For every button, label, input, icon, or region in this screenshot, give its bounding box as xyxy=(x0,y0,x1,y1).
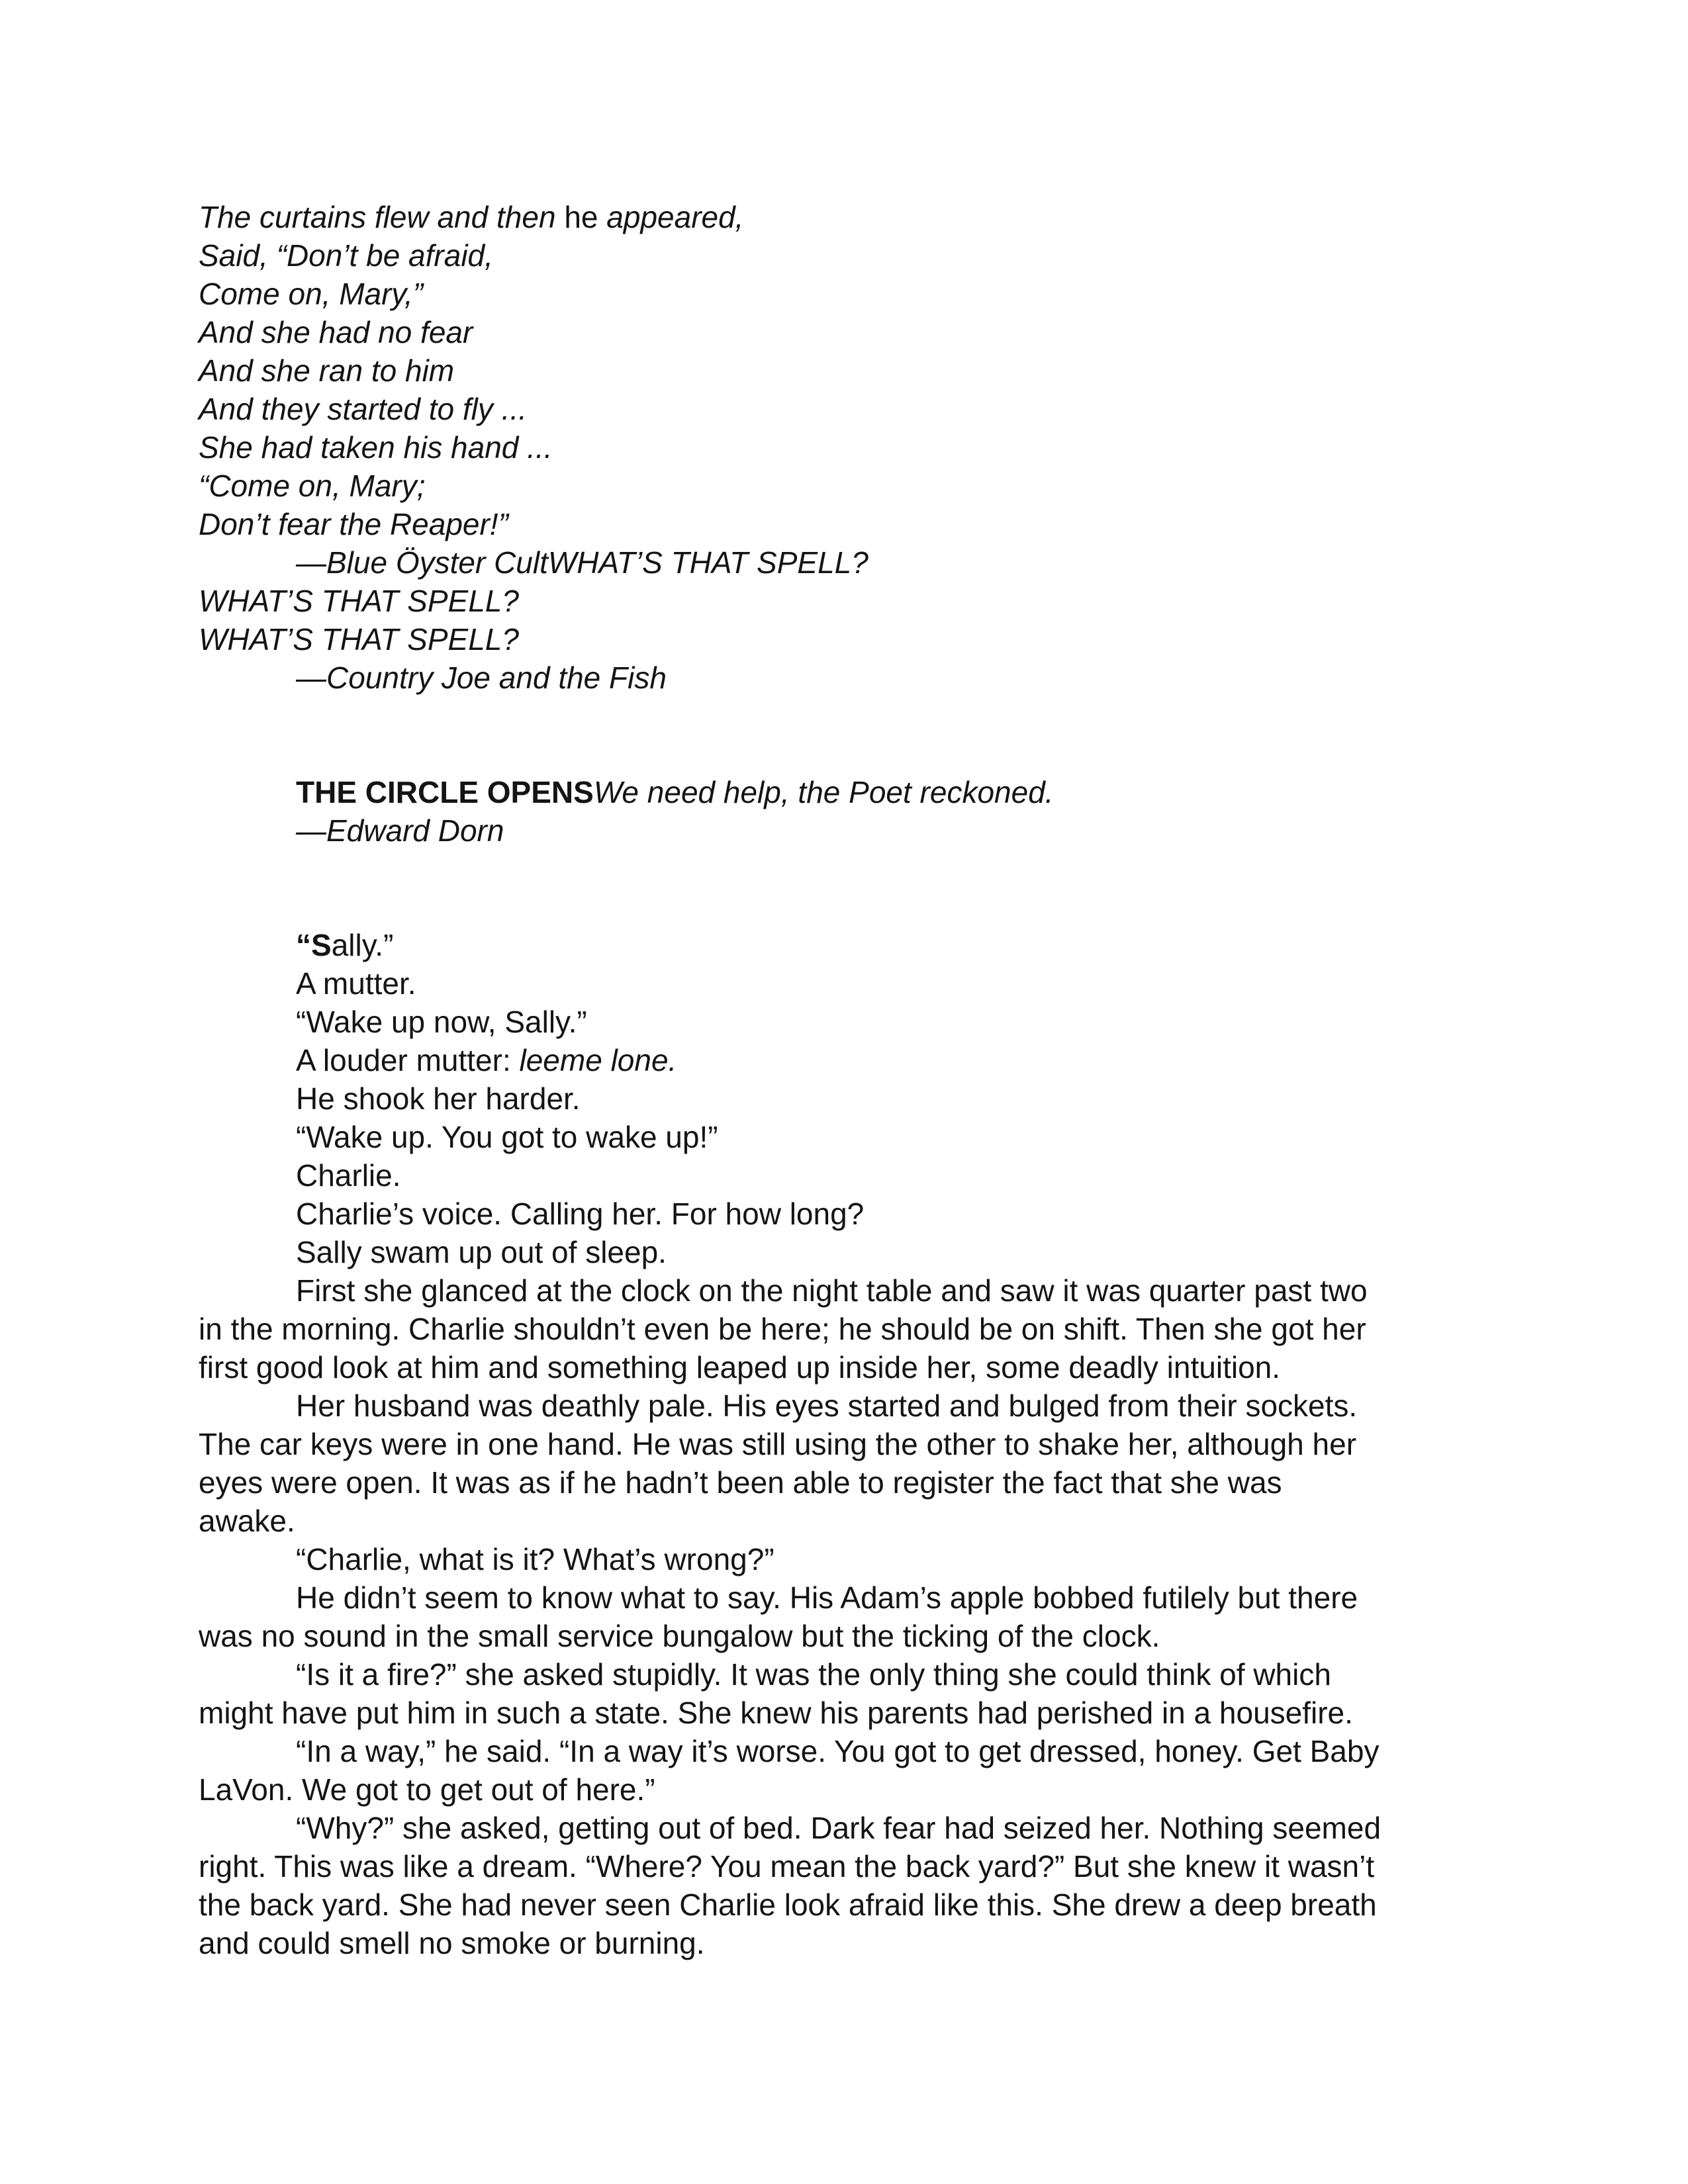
paragraph-line: “Charlie, what is it? What’s wrong?” xyxy=(296,1542,774,1576)
epigraph-line: WHAT’S THAT SPELL? xyxy=(199,584,519,618)
paragraph-line: “In a way,” he said. “In a way it’s worse. You got to get dressed, honey. Get Baby xyxy=(296,1734,1380,1768)
epigraph-attribution: —Blue Öyster CultWHAT’S THAT SPELL? xyxy=(296,545,868,580)
paragraph-line: the back yard. She had never seen Charlie look afraid like this. She drew a deep breath xyxy=(199,1888,1377,1922)
epigraph-attribution: —Country Joe and the Fish xyxy=(296,660,667,695)
paragraph-line: first good look at him and something leaped up inside her, some deadly intuition. xyxy=(199,1350,1281,1385)
chapter-heading xyxy=(296,773,1054,811)
paragraph-line: He didn’t seem to know what to say. His Adam’s apple bobbed futilely but there xyxy=(296,1580,1358,1615)
paragraph-line: LaVon. We got to get out of here.” xyxy=(199,1772,655,1807)
body-line: Charlie’s voice. Calling her. For how long? xyxy=(296,1197,865,1231)
paragraph-line: and could smell no smoke or burning. xyxy=(199,1926,705,1960)
epigraph-line: She had taken his hand ... xyxy=(199,430,553,465)
body-line: “Wake up. You got to wake up!” xyxy=(296,1120,718,1154)
body-line: Charlie. xyxy=(296,1158,401,1193)
epigraph-line: And she had no fear xyxy=(199,315,473,349)
epigraph-line: WHAT’S THAT SPELL? xyxy=(199,622,519,657)
paragraph-line: “Is it a fire?” she asked stupidly. It was the only thing she could think of which xyxy=(296,1657,1331,1692)
paragraph-line: was no sound in the small service bungalow but the ticking of the clock. xyxy=(199,1619,1160,1653)
opening-line: “Sally.” xyxy=(296,928,394,962)
epigraph-line: And they started to fly ... xyxy=(199,392,528,426)
paragraph-line: The car keys were in one hand. He was still using the other to shake her, although her xyxy=(199,1427,1357,1461)
chapter-attribution: —Edward Dorn xyxy=(296,813,504,848)
chapter-epigraph: We need help, the Poet reckoned. xyxy=(593,775,1054,809)
body-line: “Wake up now, Sally.” xyxy=(296,1005,587,1039)
epigraph-line: And she ran to him xyxy=(199,353,455,388)
body-line: A louder mutter: leeme lone. xyxy=(296,1043,677,1077)
epigraph-line: “Come on, Mary; xyxy=(199,469,426,503)
epigraph-line: The curtains flew and then he appeared, xyxy=(199,200,744,234)
epigraph-line: Come on, Mary,” xyxy=(199,277,424,311)
paragraph-line: in the morning. Charlie shouldn’t even be here; he should be on shift. Then she got her xyxy=(199,1312,1366,1346)
paragraph-line: right. This was like a dream. “Where? You mean the back yard?” But she knew it wasn’t xyxy=(199,1849,1375,1884)
paragraph-line: might have put him in such a state. She knew his parents had perished in a housefire. xyxy=(199,1696,1353,1730)
epigraph-line: Don’t fear the Reaper!” xyxy=(199,507,508,541)
chapter-title: THE CIRCLE OPENS xyxy=(296,775,594,809)
paragraph-line: awake. xyxy=(199,1504,295,1538)
drop-letter: S xyxy=(311,928,332,962)
paragraph-line: First she glanced at the clock on the night table and saw it was quarter past two xyxy=(296,1273,1368,1308)
body-line: He shook her harder. xyxy=(296,1081,581,1116)
paragraph-line: “Why?” she asked, getting out of bed. Dark fear had seized her. Nothing seemed xyxy=(296,1811,1382,1845)
epigraph-line: Said, “Don’t be afraid, xyxy=(199,238,493,273)
body-line: Sally swam up out of sleep. xyxy=(296,1235,667,1269)
paragraph-line: eyes were open. It was as if he hadn’t been able to register the fact that she was xyxy=(199,1465,1282,1500)
body-line: A mutter. xyxy=(296,966,416,1001)
paragraph-line: Her husband was deathly pale. His eyes started and bulged from their sockets. xyxy=(296,1388,1358,1423)
